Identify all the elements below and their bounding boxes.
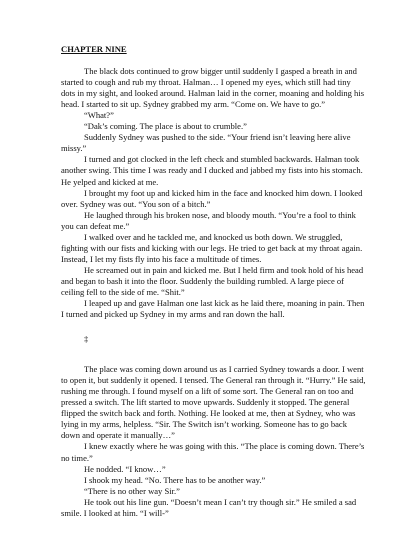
paragraph: He screamed out in pain and kicked me. But I held firm and took hold of his head and began to bash it into the floor. Suddenly the building rumbled. A large piece of ceiling fell to the side of me. “Shit.” bbox=[61, 264, 364, 297]
paragraph: “Dak’s coming. The place is about to crumble.” bbox=[84, 121, 247, 132]
paragraph: I brought my foot up and kicked him in the face and knocked him down. I looked over. Sydney was out. “You son of a bitch.” bbox=[61, 187, 363, 209]
chapter-title: CHAPTER NINE bbox=[61, 44, 127, 54]
paragraph: He nodded. “I know…” bbox=[84, 463, 166, 474]
paragraph: He took out his line gun. “Doesn’t mean I can’t try though sir.” He smiled a sad smile. I looked at him. “I will-” bbox=[61, 496, 357, 518]
paragraph: Suddenly Sydney was pushed to the side. “Your friend isn’t leaving here alive missy.” bbox=[61, 132, 351, 154]
paragraph: I turned and got clocked in the left check and stumbled backwards. Halman took another swing. This time I was ready and I ducked and jabbed my fists into his stomach. He yelped and kicked at me. bbox=[61, 154, 363, 187]
paragraph: “What?” bbox=[84, 110, 114, 121]
paragraph: He laughed through his broken nose, and bloody mouth. “You’re a fool to think you can defeat me.” bbox=[61, 209, 356, 231]
section-one bbox=[61, 66, 367, 320]
paragraph: “There is no other way Sir.” bbox=[84, 485, 180, 496]
paragraph: I leaped up and gave Halman one last kick as he laid there, moaning in pain. Then I turned and picked up Sydney in my arms and ran down the hall. bbox=[61, 298, 365, 320]
section-two bbox=[61, 364, 367, 519]
paragraph: I shook my head. “No. There has to be another way.” bbox=[84, 474, 266, 485]
paragraph: The place was coming down around us as I carried Sydney towards a door. I went to open it, but suddenly it opened. I tensed. The General ran through it. “Hurry.” He said, rushing me through. I found myself on a lift of some sort. The General ran on too and pressed a switch. The lift started to move upwards. Suddenly it stopped. The general flipped the switch back and forth. Nothing. He looked at me, then at Sydney, who was lying in my arms, helpless. “Sir. The Switch isn’t working. Someone has to go back down and operate it manually…” bbox=[61, 364, 366, 441]
document-page bbox=[61, 44, 367, 519]
paragraph: The black dots continued to grow bigger until suddenly I gasped a breath in and started to cough and rub my throat. Halman… I opened my eyes, which still had tiny dots in my sight, and looked around. Halman laid in the corner, moaning and holding his head. I started to sit up. Sydney grabbed my arm. “Come on. We have to go.” bbox=[61, 66, 365, 110]
paragraph: I walked over and he tackled me, and knocked us both down. We struggled, fighting with our fists and kicking with our legs. He tried to get back at my throat again. Instead, I let my fists fly into his face a multitude of times. bbox=[61, 231, 363, 264]
scene-break-separator: ‡ bbox=[84, 334, 89, 345]
paragraph: I knew exactly where he was going with this. “The place is coming down. There’s no time.” bbox=[61, 441, 365, 463]
